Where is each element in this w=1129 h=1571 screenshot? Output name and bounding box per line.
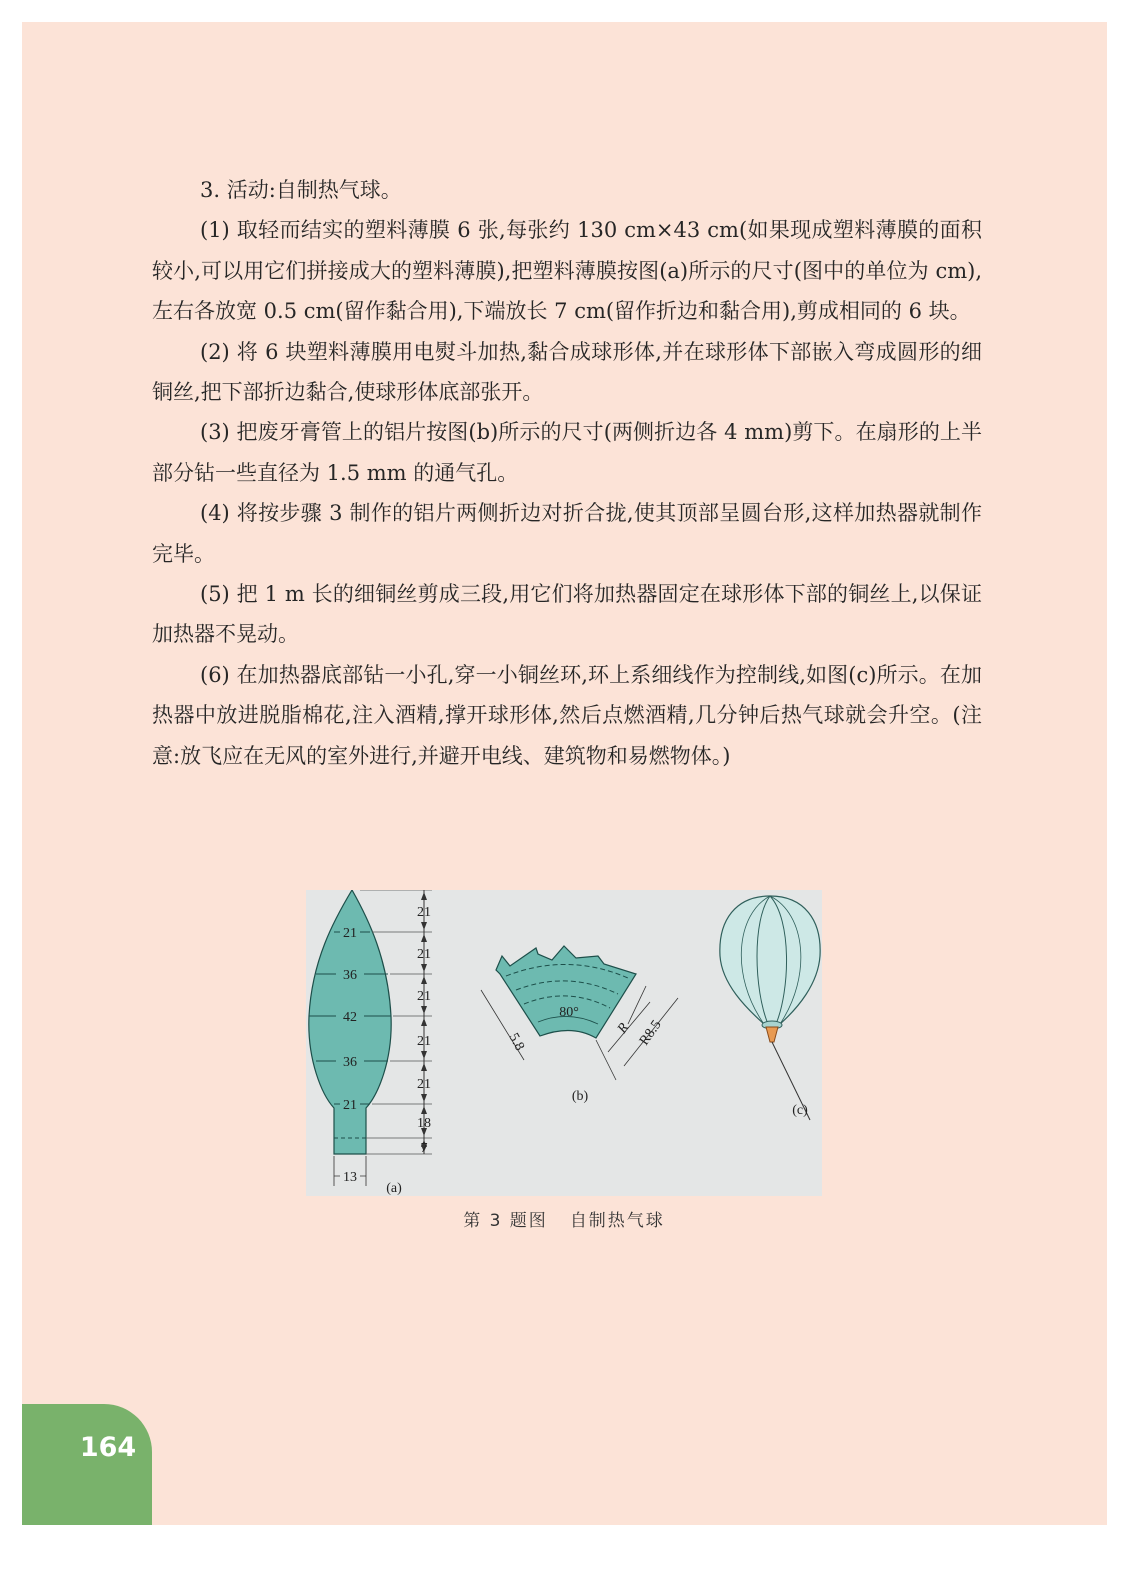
panel-b: [481, 946, 678, 1104]
step-5: (5) 把 1 m 长的细铜丝剪成三段,用它们将加热器固定在球形体下部的铜丝上,以保证加热器不晃动。: [152, 582, 982, 647]
caption-title: 自制热气球: [569, 1211, 665, 1231]
figure-caption: [306, 1206, 822, 1231]
gore-width-label: 36: [343, 968, 357, 983]
figure-svg: [306, 890, 822, 1196]
gore-width-label: 42: [343, 1010, 357, 1025]
panel-a: [309, 890, 432, 1196]
step-6: (6) 在加热器底部钻一小孔,穿一小铜丝环,环上系细线作为控制线,如图(c)所示。在加热器中放进脱脂棉花,注入酒精,撑开球形体,然后点燃酒精,几分钟后热气球就会升空。(注意:放飞应在无风的室外进行,并避开电线、建筑物和易燃物体。): [152, 662, 982, 768]
sector-shape: [496, 946, 636, 1038]
sector-angle-label: 80°: [559, 1005, 579, 1020]
heater-cup: [766, 1027, 778, 1042]
gore-width-label: 36: [343, 1055, 357, 1070]
panel-a-label: (a): [386, 1181, 402, 1196]
balloon-envelope: [720, 896, 820, 1024]
caption-number: 第 3 题图: [463, 1211, 548, 1231]
panel-c: [720, 896, 820, 1120]
step-3: (3) 把废牙膏管上的铝片按图(b)所示的尺寸(两侧折边各 4 mm)剪下。在扇形的上半部分钻一些直径为 1.5 mm 的通气孔。: [152, 420, 982, 485]
gore-height-label: 18: [417, 1116, 431, 1131]
gore-height-label: 21: [417, 905, 431, 920]
step-4: (4) 将按步骤 3 制作的铝片两侧折边对折合拢,使其顶部呈圆台形,这样加热器就制作完毕。: [152, 501, 982, 566]
step-1: (1) 取轻而结实的塑料薄膜 6 张,每张约 130 cm×43 cm(如果现成塑料薄膜的面积较小,可以用它们拼接成大的塑料薄膜),把塑料薄膜按图(a)所示的尺寸(图中的单位为 cm),左右各放宽 0.5 cm(留作黏合用),下端放长 7 cm(留作折边和黏合用),剪成相同的 6 块。: [152, 218, 982, 324]
figure-hot-air-balloon: [306, 890, 822, 1196]
panel-b-label: (b): [571, 1089, 589, 1104]
step-2: (2) 将 6 块塑料薄膜用电熨斗加热,黏合成球形体,并在球形体下部嵌入弯成圆形的细铜丝,把下部折边黏合,使球形体底部张开。: [152, 339, 982, 405]
gore-height-label: 21: [417, 947, 431, 962]
sector-radius-label: R: [614, 1020, 633, 1037]
sector-outer-radius-label: R8.5: [636, 1017, 665, 1049]
gore-height-label: 7: [420, 1141, 428, 1156]
gore-height-label: 21: [417, 1034, 431, 1049]
page-number-tab: [22, 1404, 152, 1525]
sector-side-label: 5.8: [505, 1030, 527, 1054]
body-text: [152, 170, 982, 776]
page-number: 164: [79, 1432, 137, 1463]
gore-height-label: 21: [417, 989, 431, 1004]
gore-width-label: 21: [343, 926, 357, 941]
gore-width-label: 21: [343, 1098, 357, 1113]
gore-height-label: 21: [417, 1077, 431, 1092]
activity-heading: 3. 活动:自制热气球。: [200, 178, 402, 202]
gore-base-label: 13: [343, 1170, 357, 1185]
panel-c-label: (c): [792, 1103, 808, 1118]
